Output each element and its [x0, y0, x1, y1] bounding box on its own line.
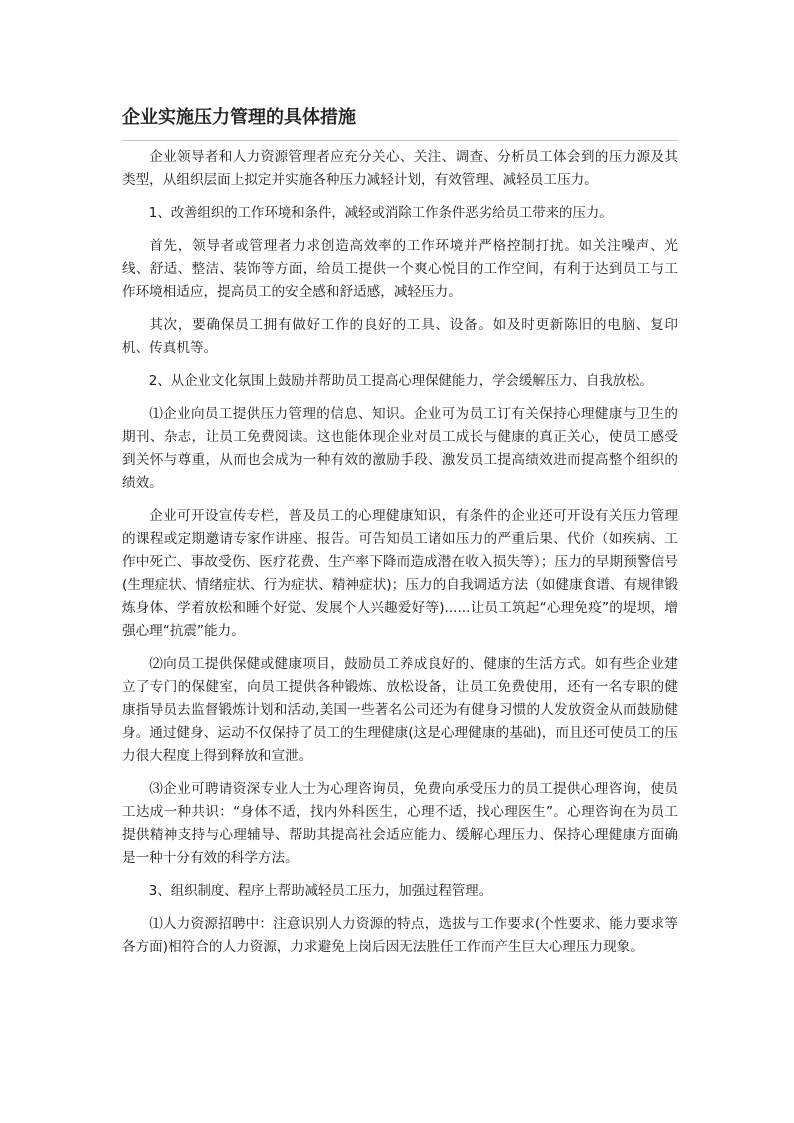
body-paragraph: 其次，要确保员工拥有做好工作的良好的工具、设备。如及时更新陈旧的电脑、复印机、传真机等。	[122, 317, 678, 356]
section-heading-3: 3、组织制度、程序上帮助减轻员工压力，加强过程管理。	[148, 884, 493, 899]
title-divider	[122, 140, 678, 141]
document-title: 企业实施压力管理的具体措施	[122, 107, 356, 128]
document-body	[122, 146, 678, 969]
section-heading-1: 1、改善组织的工作环境和条件，减轻或消除工作条件恶劣给员工带来的压力。	[148, 206, 613, 221]
body-paragraph: ⑵向员工提供保健或健康项目，鼓励员工养成良好的、健康的生活方式。如有些企业建立了专门的保健室，向员工提供各种锻炼、放松设备，让员工免费使用，还有一名专职的健康指导员去监督锻炼计划和活动,美国一些著名公司还为有健身习惯的人发放资金从而鼓励健身。通过健身、运动不仅保持了员工的生理健康(这是心理健康的基础)，而且还可使员工的压力很大程度上得到释放和宣泄。	[122, 656, 678, 764]
body-paragraph: 首先，领导者或管理者力求创造高效率的工作环境并严格控制打扰。如关注噪声、光线、舒适、整洁、装饰等方面，给员工提供一个爽心悦目的工作空间，有利于达到员工与工作环境相适应，提高员工的安全感和舒适感，减轻压力。	[122, 238, 678, 300]
body-paragraph: ⑴人力资源招聘中：注意识别人力资源的特点，选拔与工作要求(个性要求、能力要求等各方面)相符合的人力资源，力求避免上岗后因无法胜任工作而产生巨大心理压力现象。	[122, 916, 678, 955]
section-heading-2: 2、从企业文化氛围上鼓励并帮助员工提高心理保健能力，学会缓解压力、自我放松。	[148, 374, 653, 389]
body-paragraph: 企业可开设宣传专栏，普及员工的心理健康知识，有条件的企业还可开设有关压力管理的课程或定期邀请专家作讲座、报告。可告知员工诸如压力的严重后果、代价（如疾病、工作中死亡、事故受伤、医疗花费、生产率下降而造成潜在收入损失等）；压力的早期预警信号(生理症状、情绪症状、行为症状、精神症状)；压力的自我调适方法（如健康食谱、有规律锻炼身体、学着放松和睡个好觉、发展个人兴趣爱好等)......让员工筑起“心理免疫”的堤坝，增强心理“抗震”能力。	[122, 508, 678, 639]
body-paragraph: ⑶企业可聘请资深专业人士为心理咨询员，免费向承受压力的员工提供心理咨询，使员工达成一种共识：“身体不适，找内外科医生，心理不适，找心理医生”。心理咨询在为员工提供精神支持与心理辅导、帮助其提高社会适应能力、缓解心理压力、保持心理健康方面确是一种十分有效的科学方法。	[122, 781, 678, 866]
intro-paragraph: 企业领导者和人力资源管理者应充分关心、关注、调查、分析员工体会到的压力源及其类型，从组织层面上拟定并实施各种压力减轻计划，有效管理、减轻员工压力。	[122, 149, 678, 188]
body-paragraph: ⑴企业向员工提供压力管理的信息、知识。企业可为员工订有关保持心理健康与卫生的期刊、杂志，让员工免费阅读。这也能体现企业对员工成长与健康的真正关心，使员工感受到关怀与尊重，从而也会成为一种有效的激励手段、激发员工提高绩效进而提高整个组织的绩效。	[122, 406, 678, 491]
